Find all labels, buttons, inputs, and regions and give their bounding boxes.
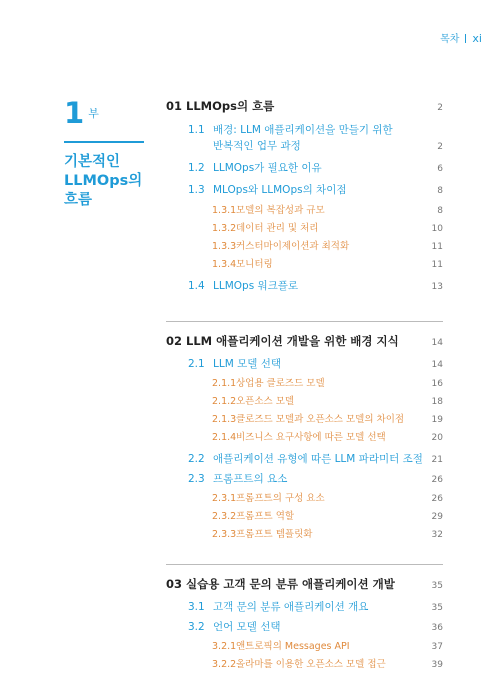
toc-subsection-3-2-2[interactable]: 3.2.2 올라마를 이용한 오픈소스 모델 접근 39 <box>212 659 443 670</box>
toc-subsection-1-3-4[interactable]: 1.3.4 모니터링 11 <box>212 259 443 270</box>
toc-section-3-1[interactable]: 3.1 고객 문의 분류 애플리케이션 개요 35 <box>188 601 443 613</box>
header-page-number: xi <box>472 32 482 45</box>
toc-subsection-2-1-4[interactable]: 2.1.4 비즈니스 요구사항에 따른 모델 선택 20 <box>212 432 443 443</box>
part-suffix: 부 <box>88 107 99 120</box>
toc-subsection-2-3-2[interactable]: 2.3.2 프롬프트 역할 29 <box>212 511 443 522</box>
part-number: 1 $^부$ <box>64 96 99 130</box>
toc-section-2-3[interactable]: 2.3 프롬프트의 요소 26 <box>188 473 443 485</box>
toc-chapter-02[interactable]: 02 LLM 애플리케이션 개발을 위한 배경 지식 14 <box>166 334 443 348</box>
toc-subsection-2-3-3[interactable]: 2.3.3 프롬프트 템플릿화 32 <box>212 529 443 540</box>
toc-section-1-1[interactable]: 1.1 배경: LLM 애플리케이션을 만들기 위한 반복적인 업무 과정 2 <box>188 124 443 152</box>
toc-subsection-2-1-2[interactable]: 2.1.2 오픈소스 모델 18 <box>212 396 443 407</box>
toc-subsection-2-3-1[interactable]: 2.3.1 프롬프트의 구성 요소 26 <box>212 493 443 504</box>
toc-section-3-2[interactable]: 3.2 언어 모델 선택 36 <box>188 621 443 633</box>
part-heading <box>64 98 146 210</box>
toc-section-1-2[interactable]: 1.2 LLMOps가 필요한 이유 6 <box>188 162 443 174</box>
running-header <box>440 30 482 45</box>
toc-subsection-2-1-3[interactable]: 2.1.3 클로즈드 모델과 오픈소스 모델의 차이점 19 <box>212 414 443 425</box>
part-title: 기본적인 LLMOps의 흐름 <box>64 154 143 208</box>
toc-section-2-2[interactable]: 2.2 애플리케이션 유형에 따른 LLM 파라미터 조절 21 <box>188 453 443 465</box>
toc-section-2-1[interactable]: 2.1 LLM 모델 선택 14 <box>188 358 443 370</box>
toc-section-1-4[interactable]: 1.4 LLMOps 워크플로 13 <box>188 280 443 292</box>
header-divider <box>465 34 466 43</box>
header-label: 목차 <box>440 34 460 45</box>
toc-subsection-3-2-1[interactable]: 3.2.1 앤트로픽의 Messages API 37 <box>212 641 443 652</box>
toc-subsection-1-3-2[interactable]: 1.3.2 데이터 관리 및 처리 10 <box>212 223 443 234</box>
part-divider <box>64 141 144 143</box>
toc-chapter-01[interactable]: 01 LLMOps의 흐름 2 <box>166 99 443 113</box>
toc-chapter-03[interactable]: 03 실습용 고객 문의 분류 애플리케이션 개발 35 <box>166 577 443 591</box>
toc-subsection-1-3-3[interactable]: 1.3.3 커스터마이제이션과 최적화 11 <box>212 241 443 252</box>
toc-subsection-2-1-1[interactable]: 2.1.1 상업용 클로즈드 모델 16 <box>212 378 443 389</box>
toc-section-1-3[interactable]: 1.3 MLOps와 LLMOps의 차이점 8 <box>188 184 443 196</box>
toc-subsection-1-3-1[interactable]: 1.3.1 모델의 복잡성과 규모 8 <box>212 205 443 216</box>
table-of-contents <box>166 98 443 674</box>
